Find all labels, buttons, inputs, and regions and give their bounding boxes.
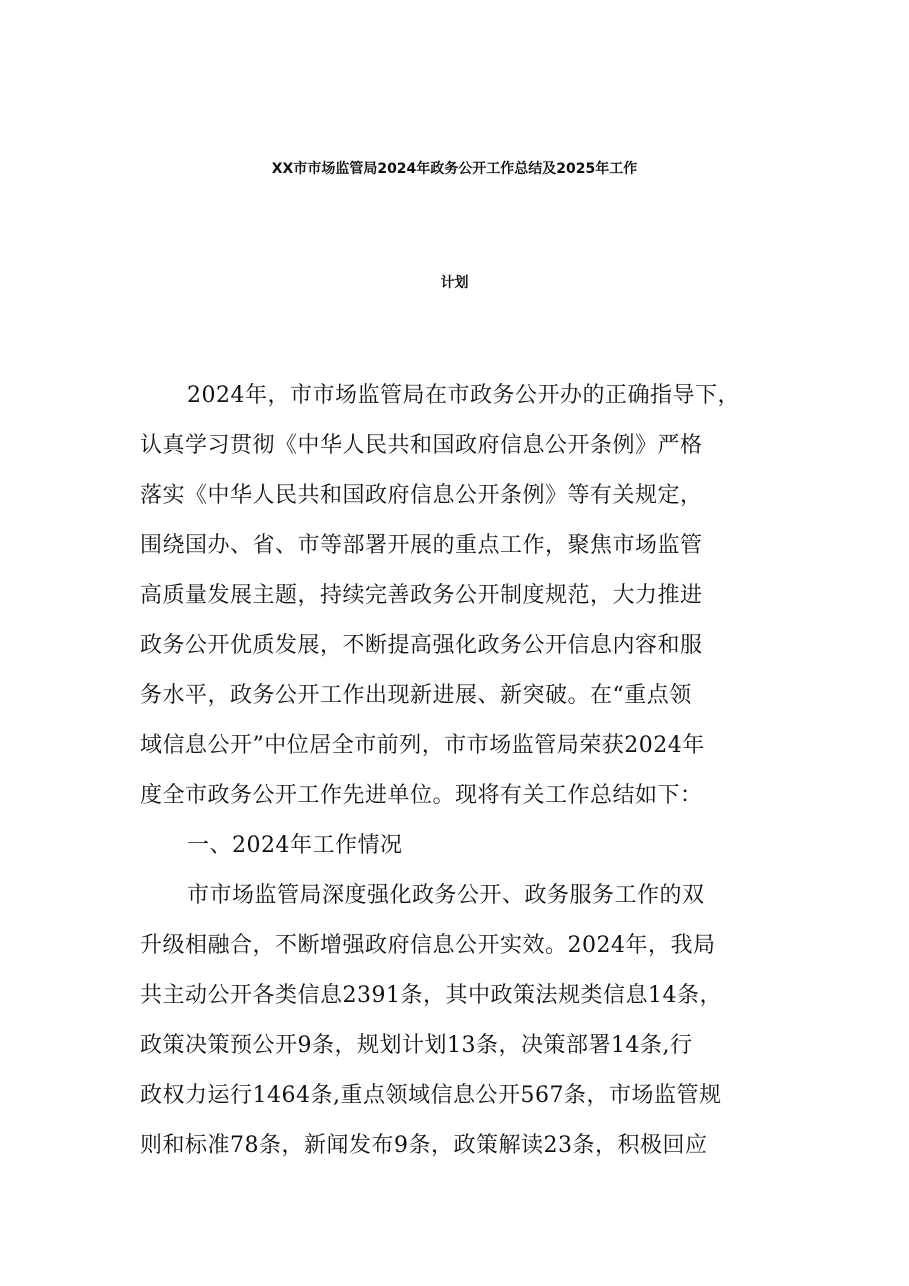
paragraph-line: 升级相融合，不断增强政府信息公开实效。2024年，我局 — [140, 933, 716, 958]
paragraph-line: 政策决策预公开9条，规划计划13条，决策部署14条,行 — [140, 1033, 693, 1058]
paragraph-line: 政务公开优质发展，不断提高强化政务公开信息内容和服 — [140, 633, 703, 658]
paragraph-line: 2024年，市市场监管局在市政务公开办的正确指导下， — [187, 383, 740, 408]
paragraph-line: 则和标准78条，新闻发布9条，政策解读23条，积极回应 — [140, 1133, 708, 1158]
paragraph-line: 共主动公开各类信息2391条，其中政策法规类信息14条， — [140, 983, 722, 1008]
paragraph-line: 度全市政务公开工作先进单位。现将有关工作总结如下： — [140, 783, 703, 808]
paragraph-line: 政权力运行1464条,重点领域信息公开567条，市场监管规 — [140, 1083, 722, 1108]
paragraph-line: 认真学习贯彻《中华人民共和国政府信息公开条例》严格 — [140, 433, 703, 458]
paragraph-line: 务水平，政务公开工作出现新进展、新突破。在“重点领 — [140, 683, 692, 708]
paragraph-line: 围绕国办、省、市等部署开展的重点工作，聚焦市场监管 — [140, 533, 703, 558]
document-title-line-1: XX市市场监管局2024年政务公开工作总结及2025年工作 — [271, 161, 638, 177]
section-heading: 一、2024年工作情况 — [187, 833, 403, 858]
paragraph-line: 市市场监管局深度强化政务公开、政务服务工作的双 — [187, 883, 705, 908]
paragraph-line: 域信息公开”中位居全市前列，市市场监管局荣获2024年 — [140, 733, 705, 758]
paragraph-line: 高质量发展主题，持续完善政务公开制度规范，大力推进 — [140, 583, 703, 608]
paragraph-line: 落实《中华人民共和国政府信息公开条例》等有关规定， — [140, 483, 703, 508]
document-title-line-2: 计划 — [440, 275, 469, 291]
